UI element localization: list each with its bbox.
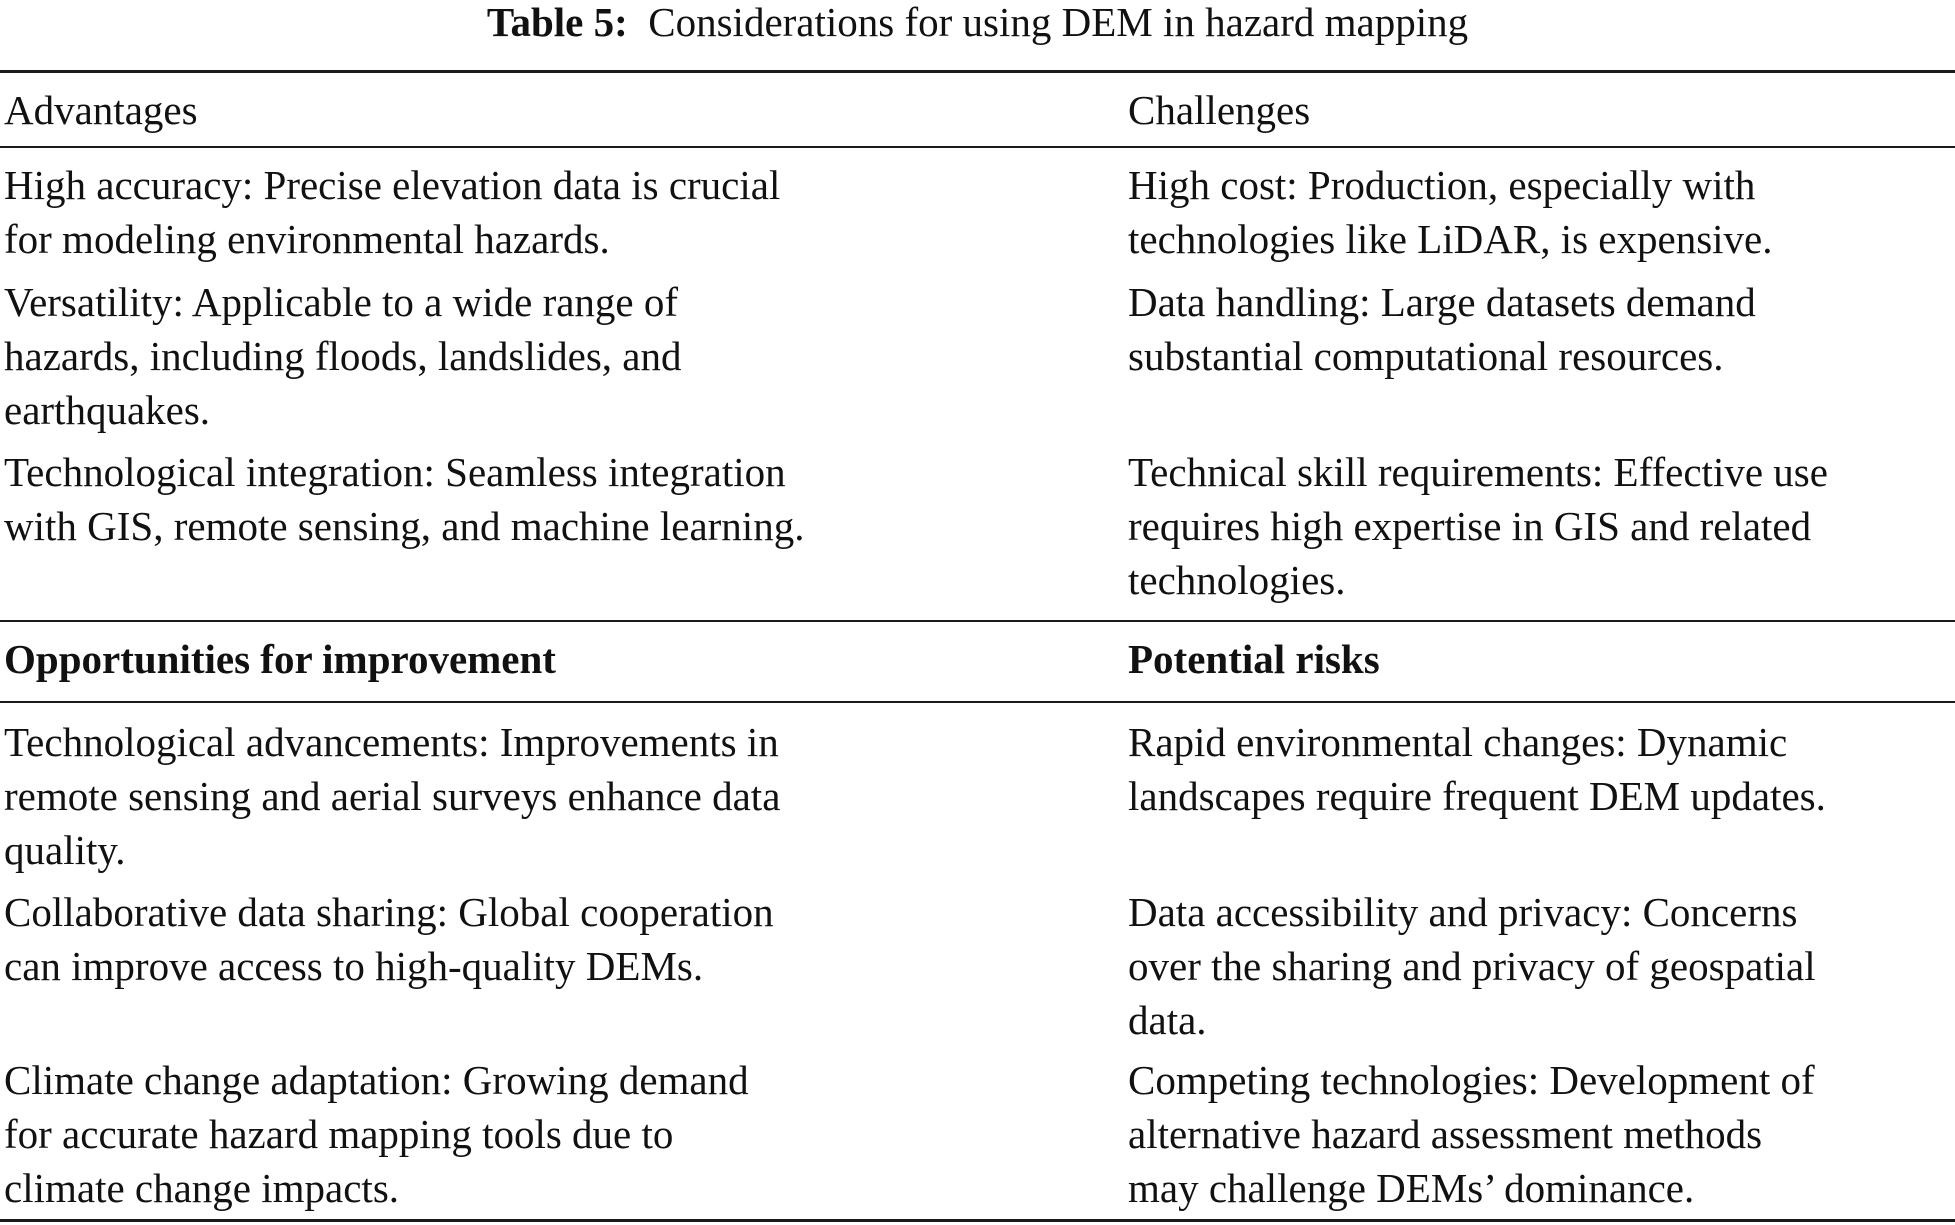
challenge-item: Data handling: Large datasets demand substantial computational resources.: [1128, 279, 1756, 379]
risk-item: Data accessibility and privacy: Concerns over the sharing and privacy of geospatial data.: [1128, 889, 1816, 1043]
opportunity-item: Climate change adaptation: Growing demand for accurate hazard mapping tools due to climate change impacts.: [4, 1057, 749, 1211]
opportunity-item: Collaborative data sharing: Global cooperation can improve access to high-quality DEMs.: [4, 889, 774, 989]
header-challenges: Challenges: [1128, 87, 1311, 133]
table-caption-text: Considerations for using DEM in hazard mapping: [648, 0, 1469, 45]
risk-item: Competing technologies: Development of alternative hazard assessment methods may challenge DEMs’ dominance.: [1128, 1057, 1815, 1211]
opportunity-item: Technological advancements: Improvements in remote sensing and aerial surveys enhance data quality.: [4, 719, 781, 873]
risk-item: Rapid environmental changes: Dynamic landscapes require frequent DEM updates.: [1128, 719, 1826, 819]
advantage-item: Versatility: Applicable to a wide range of hazards, including floods, landslides, and earthquakes.: [4, 279, 682, 433]
section-rule: [0, 620, 1955, 622]
header-opportunities: Opportunities for improvement: [4, 636, 556, 682]
header-rule-1: [0, 146, 1955, 148]
bottom-rule: [0, 1219, 1955, 1222]
top-rule: [0, 70, 1955, 73]
header-rule-2: [0, 701, 1955, 703]
table-caption: [0, 0, 1955, 48]
table-caption-label: Table 5:: [486, 0, 628, 45]
advantage-item: High accuracy: Precise elevation data is crucial for modeling environmental hazards.: [4, 162, 781, 262]
challenge-item: Technical skill requirements: Effective use requires high expertise in GIS and related technologies.: [1128, 449, 1828, 603]
header-advantages: Advantages: [4, 87, 198, 133]
challenge-item: High cost: Production, especially with technologies like LiDAR, is expensive.: [1128, 162, 1773, 262]
header-potential-risks: Potential risks: [1128, 636, 1380, 682]
advantage-item: Technological integration: Seamless integration with GIS, remote sensing, and machine learning.: [4, 449, 805, 549]
